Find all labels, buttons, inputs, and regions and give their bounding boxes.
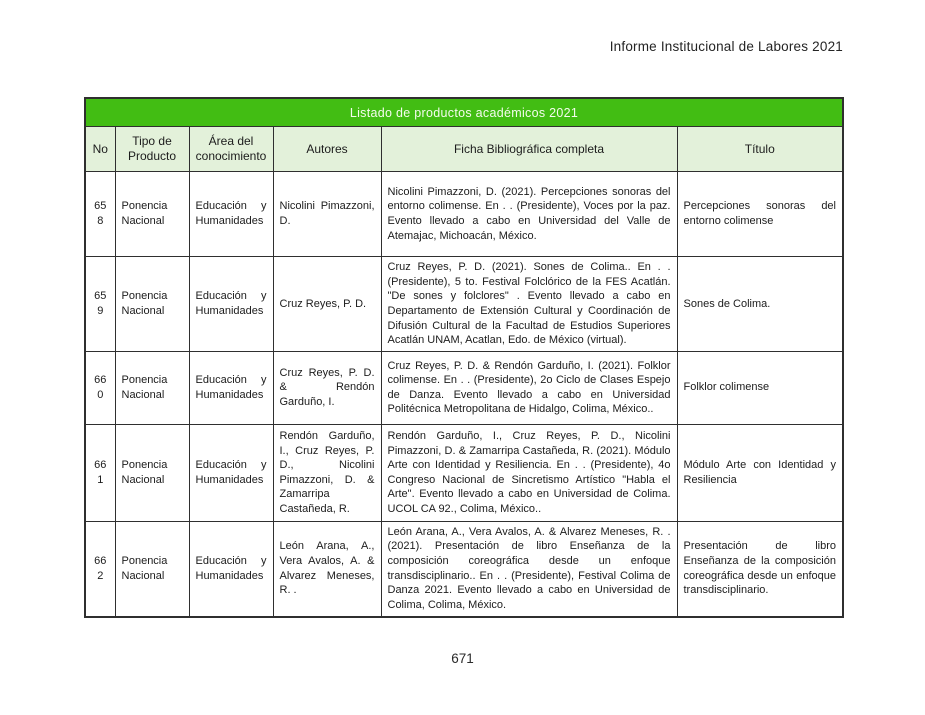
table-title-row <box>85 98 843 127</box>
cell-autores: Cruz Reyes, P. D. <box>273 257 381 352</box>
cell-titulo: Folklor colimense <box>677 351 843 424</box>
column-header: No <box>85 127 115 172</box>
cell-no: 660 <box>85 351 115 424</box>
cell-autores: Nicolini Pimazzoni, D. <box>273 172 381 257</box>
cell-ficha: Cruz Reyes, P. D. & Rendón Garduño, I. (2021). Folklor colimense. En . . (Presidente), 2o Ciclo de Clases Espejo de Danza. Evento llevado a cabo en Universidad Politécnica Metropolitana de Hidalgo, Colima, México.. <box>381 351 677 424</box>
cell-titulo: Sones de Colima. <box>677 257 843 352</box>
page-number: 671 <box>451 651 474 666</box>
cell-area: Educación y Humanidades <box>189 172 273 257</box>
cell-autores: Rendón Garduño, I., Cruz Reyes, P. D., Nicolini Pimazzoni, D. & Zamarripa Castañeda, R. <box>273 424 381 521</box>
cell-no: 659 <box>85 257 115 352</box>
cell-area: Educación y Humanidades <box>189 424 273 521</box>
column-header-row <box>85 127 843 172</box>
table-row <box>85 257 843 352</box>
column-header: Autores <box>273 127 381 172</box>
cell-no: 661 <box>85 424 115 521</box>
cell-autores: Cruz Reyes, P. D. & Rendón Garduño, I. <box>273 351 381 424</box>
table-row <box>85 351 843 424</box>
table-row <box>85 521 843 616</box>
cell-no: 662 <box>85 521 115 616</box>
column-header: Tipo de Producto <box>115 127 189 172</box>
table-body <box>85 172 843 617</box>
table-title: Listado de productos académicos 2021 <box>85 98 843 127</box>
cell-titulo: Módulo Arte con Identidad y Resiliencia <box>677 424 843 521</box>
cell-titulo: Presentación de libro Enseñanza de la composición coreográfica desde un enfoque transdisciplinario. <box>677 521 843 616</box>
column-header: Título <box>677 127 843 172</box>
academic-products-table <box>84 97 844 618</box>
cell-tipo: Ponencia Nacional <box>115 521 189 616</box>
cell-ficha: Cruz Reyes, P. D. (2021). Sones de Colima.. En . . (Presidente), 5 to. Festival Folclórico de la FES Acatlán. "De sones y folclores" . Evento llevado a cabo en Departamento de Extensión Cultural y Coordinación de Difusión Cultural de la Facultad de Estudios Superiores Acatlán UNAM, Acatlan, Edo. de México (virtual). <box>381 257 677 352</box>
cell-tipo: Ponencia Nacional <box>115 257 189 352</box>
cell-tipo: Ponencia Nacional <box>115 424 189 521</box>
cell-titulo: Percepciones sonoras del entorno colimense <box>677 172 843 257</box>
document-header-title: Informe Institucional de Labores 2021 <box>609 39 843 54</box>
cell-ficha: León Arana, A., Vera Avalos, A. & Alvarez Meneses, R. . (2021). Presentación de libro Enseñanza de la composición coreográfica desde un enfoque transdisciplinario.. En . . (Presidente), Festival Colima de Danza 2021. Evento llevado a cabo en Universidad de Colima, Colima, México. <box>381 521 677 616</box>
table-row <box>85 424 843 521</box>
cell-area: Educación y Humanidades <box>189 351 273 424</box>
table-row <box>85 172 843 257</box>
cell-tipo: Ponencia Nacional <box>115 172 189 257</box>
column-header: Ficha Bibliográfica completa <box>381 127 677 172</box>
cell-autores: León Arana, A., Vera Avalos, A. & Alvarez Meneses, R. . <box>273 521 381 616</box>
cell-area: Educación y Humanidades <box>189 521 273 616</box>
column-header: Área del conocimiento <box>189 127 273 172</box>
cell-area: Educación y Humanidades <box>189 257 273 352</box>
cell-no: 658 <box>85 172 115 257</box>
cell-tipo: Ponencia Nacional <box>115 351 189 424</box>
cell-ficha: Nicolini Pimazzoni, D. (2021). Percepciones sonoras del entorno colimense. En . . (Presidente), Voces por la paz. Evento llevado a cabo en Universidad del Valle de Atemajac, Michoacán, México. <box>381 172 677 257</box>
cell-ficha: Rendón Garduño, I., Cruz Reyes, P. D., Nicolini Pimazzoni, D. & Zamarripa Castañeda, R. (2021). Módulo Arte con Identidad y Resiliencia. En . . (Presidente), 4o Congreso Nacional de Sincretismo Artístico "Habla el Arte". Evento llevado a cabo en Universidad de Colima. UCOL CA 92., Colima, México.. <box>381 424 677 521</box>
